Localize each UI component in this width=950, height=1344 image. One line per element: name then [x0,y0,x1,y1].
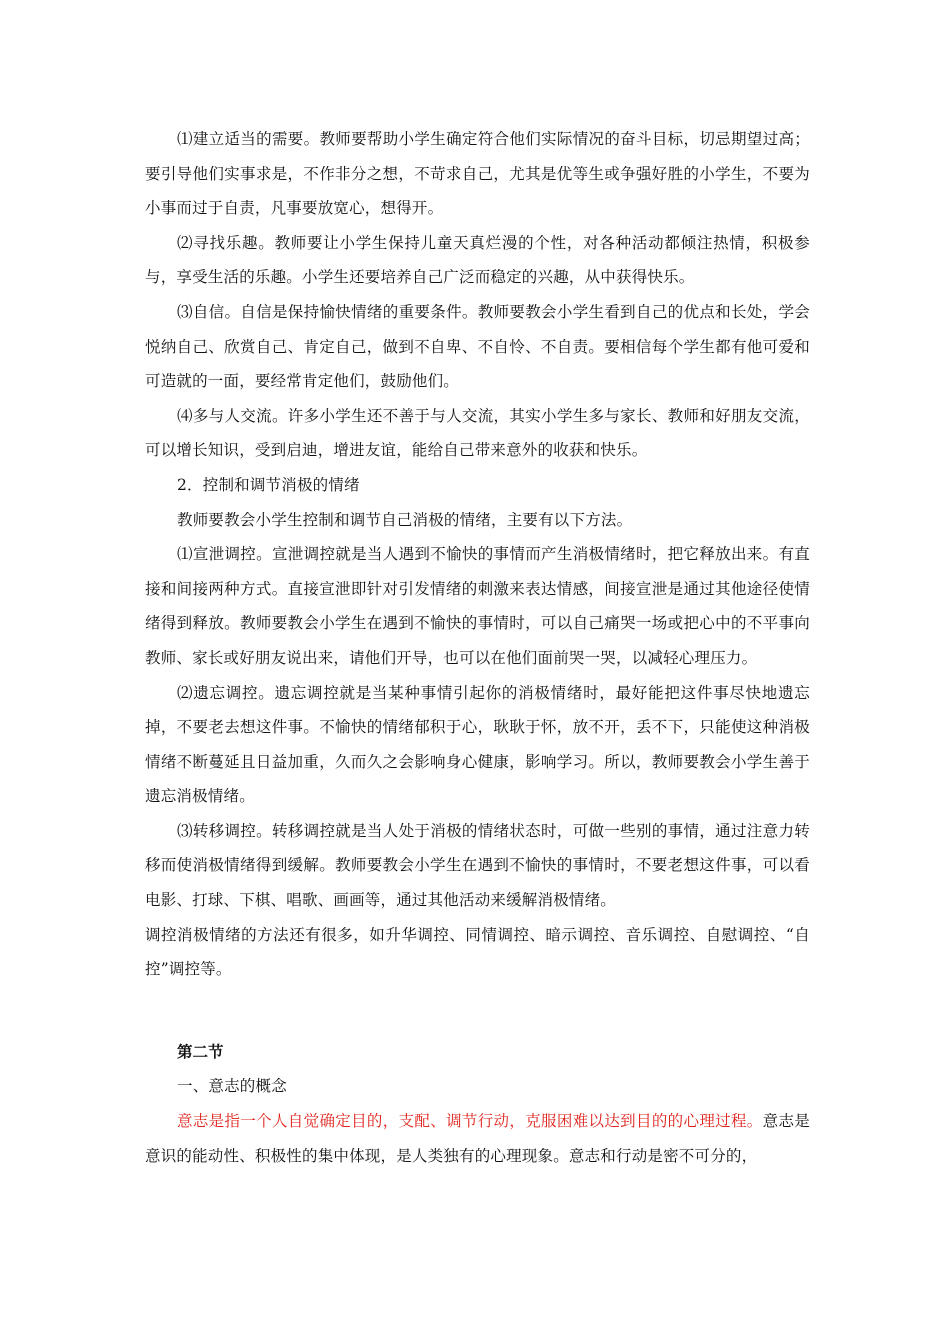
definition-continuation: 意志是意识的能动性、积极性的集中体现，是人类独有的心理现象。意志和行动是密不可分的， [145,1112,810,1165]
definition-highlight: 意志是指一个人自觉确定目的，支配、调节行动，克服困难以达到目的的心理过程。 [177,1112,763,1131]
section-subheading: 一、意志的概念 [177,1077,287,1096]
subheading-control-negative-emotions: 2．控制和调节消极的情绪 [177,475,360,494]
paragraph-build-needs: ⑴建立适当的需要。教师要帮助小学生确定符合他们实际情况的奋斗目标，切忌期望过高；要引导他们实事求是，不作非分之想，不苛求自己，尤其是优等生或争强好胜的小学生，不要为小事而过于自责，凡事要放宽心，想得开。 [145,130,810,218]
paragraph-will-definition [145,1104,810,1173]
paragraph-forgetting: ⑵遗忘调控。遗忘调控就是当某种事情引起你的消极情绪时，最好能把这件事尽快地遗忘掉，不要老去想这件事。不愉快的情绪郁积于心，耿耿于怀，放不开，丢不下，只能使这种消极情绪不断蔓延且日益加重，久而久之会影响身心健康，影响学习。所以，教师要教会小学生善于遗忘消极情绪。 [145,683,810,806]
paragraph-find-joy: ⑵寻找乐趣。教师要让小学生保持儿童天真烂漫的个性，对各种活动都倾注热情，积极参与，享受生活的乐趣。小学生还要培养自己广泛而稳定的兴趣，从中获得快乐。 [145,233,810,287]
document-page [145,122,810,1173]
paragraph-venting: ⑴宣泄调控。宣泄调控就是当人遇到不愉快的事情而产生消极情绪时，把它释放出来。有直接和间接两种方式。直接宣泄即针对引发情绪的刺激来表达情感，间接宣泄是通过其他途径使情绪得到释放。教师要教会小学生在遇到不愉快的事情时，可以自己痛哭一场或把心中的不平事向教师、家长或好朋友说出来，请他们开导，也可以在他们面前哭一哭，以减轻心理压力。 [145,545,810,667]
paragraph-other-methods: 调控消极情绪的方法还有很多，如升华调控、同情调控、暗示调控、音乐调控、自慰调控、“自控”调控等。 [145,925,810,979]
paragraph-transfer: ⑶转移调控。转移调控就是当人处于消极的情绪状态时，可做一些别的事情，通过注意力转移而使消极情绪得到缓解。教师要教会小学生在遇到不愉快的事情时，不要老想这件事，可以看电影、打球、下棋、唱歌、画画等，通过其他活动来缓解消极情绪。 [145,821,810,910]
paragraph-confidence: ⑶自信。自信是保持愉快情绪的重要条件。教师要教会小学生看到自己的优点和长处，学会悦纳自己、欣赏自己、肯定自己，做到不自卑、不自怜、不自责。要相信每个学生都有他可爱和可造就的一面，要经常肯定他们，鼓励他们。 [145,302,810,391]
paragraph-communicate: ⑷多与人交流。许多小学生还不善于与人交流，其实小学生多与家长、教师和好朋友交流，可以增长知识，受到启迪，增进友谊，能给自己带来意外的收获和快乐。 [145,406,810,460]
section-heading: 第二节 [177,1042,224,1061]
paragraph-methods-intro: 教师要教会小学生控制和调节自己消极的情绪，主要有以下方法。 [177,510,633,529]
